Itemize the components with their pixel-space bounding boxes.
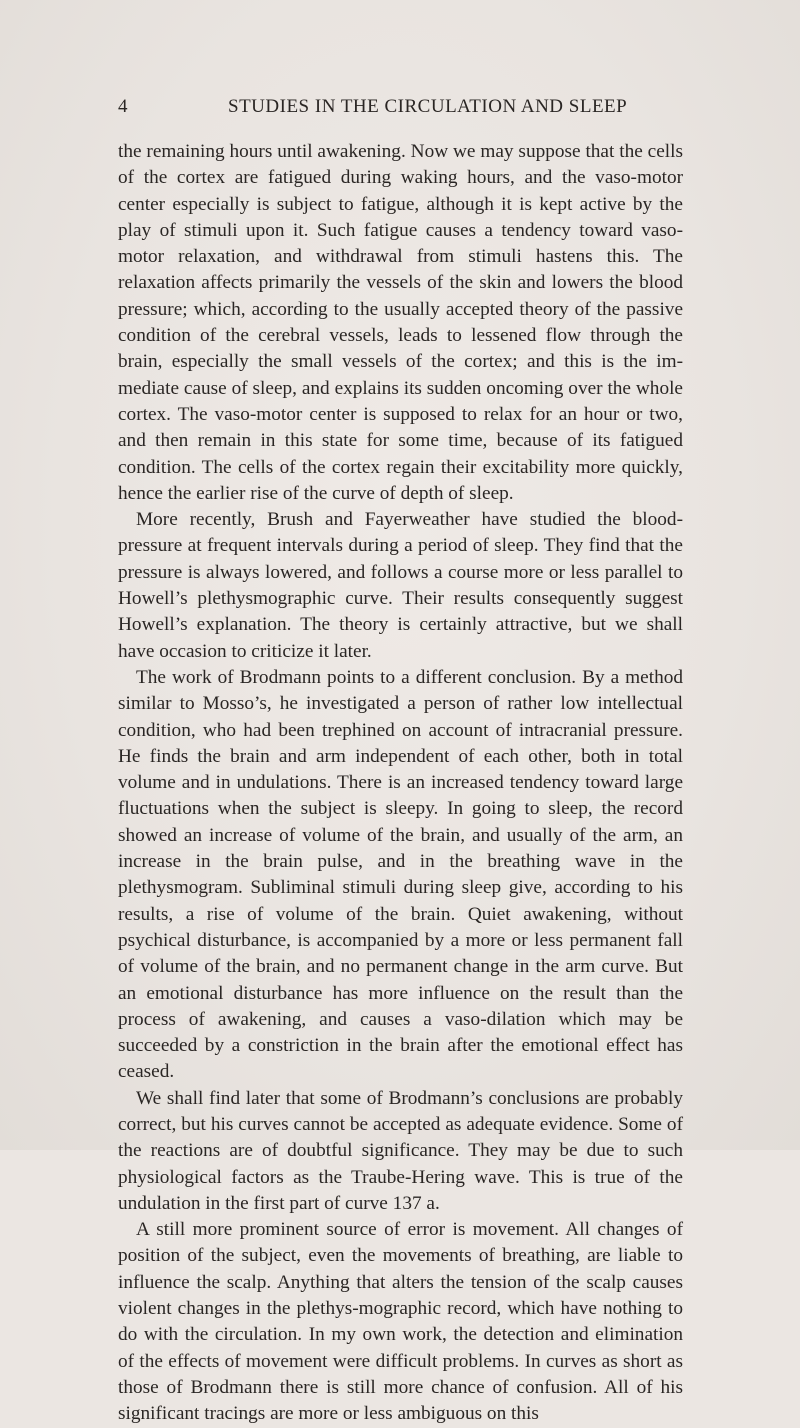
paragraph-movement-error: A still more prominent source of error is movement. All changes of position of the subject, even the movements of breathing, are liable to influence the scalp. Anything that alters the tension of the scalp causes violent changes in the plethys-mographic record, which have nothing to do with the circulation. In my own work, the detection and elimination of the effects of movement were difficult problems. In curves as short as those of Brodmann there is still more chance of confusion. All of his significant tracings are more or less ambiguous on this (118, 1219, 683, 1425)
paragraph-brush-fayerweather: More recently, Brush and Fayerweather have studied the blood-pressure at frequent intervals during a period of sleep. They find that the pressure is always lowered, and follows a course more or less parallel to Howell’s plethysmographic curve. Their results consequently suggest Howell’s explanation. The theory is certainly attractive, but we shall have occasion to criticize it later. (118, 509, 683, 662)
page-number: 4 (118, 96, 128, 117)
running-head: STUDIES IN THE CIRCULATION AND SLEEP (228, 96, 628, 117)
page-header (118, 96, 683, 124)
paragraph-brodmann-conclusions: We shall find later that some of Brodmann’s conclusions are probably correct, but his curves cannot be accepted as adequate evidence. Some of the reactions are of doubtful significance. They may be due to such physiological factors as the Traube-Hering wave. This is true of the undulation in the first part of curve 137 a. (118, 1087, 683, 1214)
paragraph-continued: the remaining hours until awakening. Now we may suppose that the cells of the cortex are fatigued during waking hours, and the vaso-motor center especially is subject to fatigue, although it is kept active by the play of stimuli upon it. Such fatigue causes a tendency toward vaso-motor relaxation, and withdrawal from stimuli hastens this. The relaxation affects primarily the vessels of the skin and lowers the blood pressure; which, according to the usually accepted theory of the passive condition of the cerebral vessels, leads to lessened flow through the brain, especially the small vessels of the cortex; and this is the im-mediate cause of sleep, and explains its sudden oncoming over the whole cortex. The vaso-motor center is supposed to relax for an hour or two, and then remain in this state for some time, because of its fatigued condition. The cells of the cortex regain their excitability more quickly, hence the earlier rise of the curve of depth of sleep. (118, 141, 683, 504)
body-text (118, 139, 683, 1428)
paragraph-brodmann: The work of Brodmann points to a different conclusion. By a method similar to Mosso’s, he investigated a person of rather low intellectual condition, who had been trephined on account of intracranial pressure. He finds the brain and arm independent of each other, both in total volume and in undulations. There is an increased tendency toward large fluctuations when the subject is sleepy. In going to sleep, the record showed an increase of volume of the brain, and usually of the arm, an increase in the brain pulse, and in the breathing wave in the plethysmogram. Subliminal stimuli during sleep give, according to his results, a rise of volume of the brain. Quiet awakening, without psychical disturbance, is accompanied by a more or less permanent fall of volume of the brain, and no permanent change in the arm curve. But an emotional disturbance has more influence on the result than the process of awakening, and causes a vaso-dilation which may be succeeded by a constriction in the brain after the emotional effect has ceased. (118, 666, 683, 1083)
